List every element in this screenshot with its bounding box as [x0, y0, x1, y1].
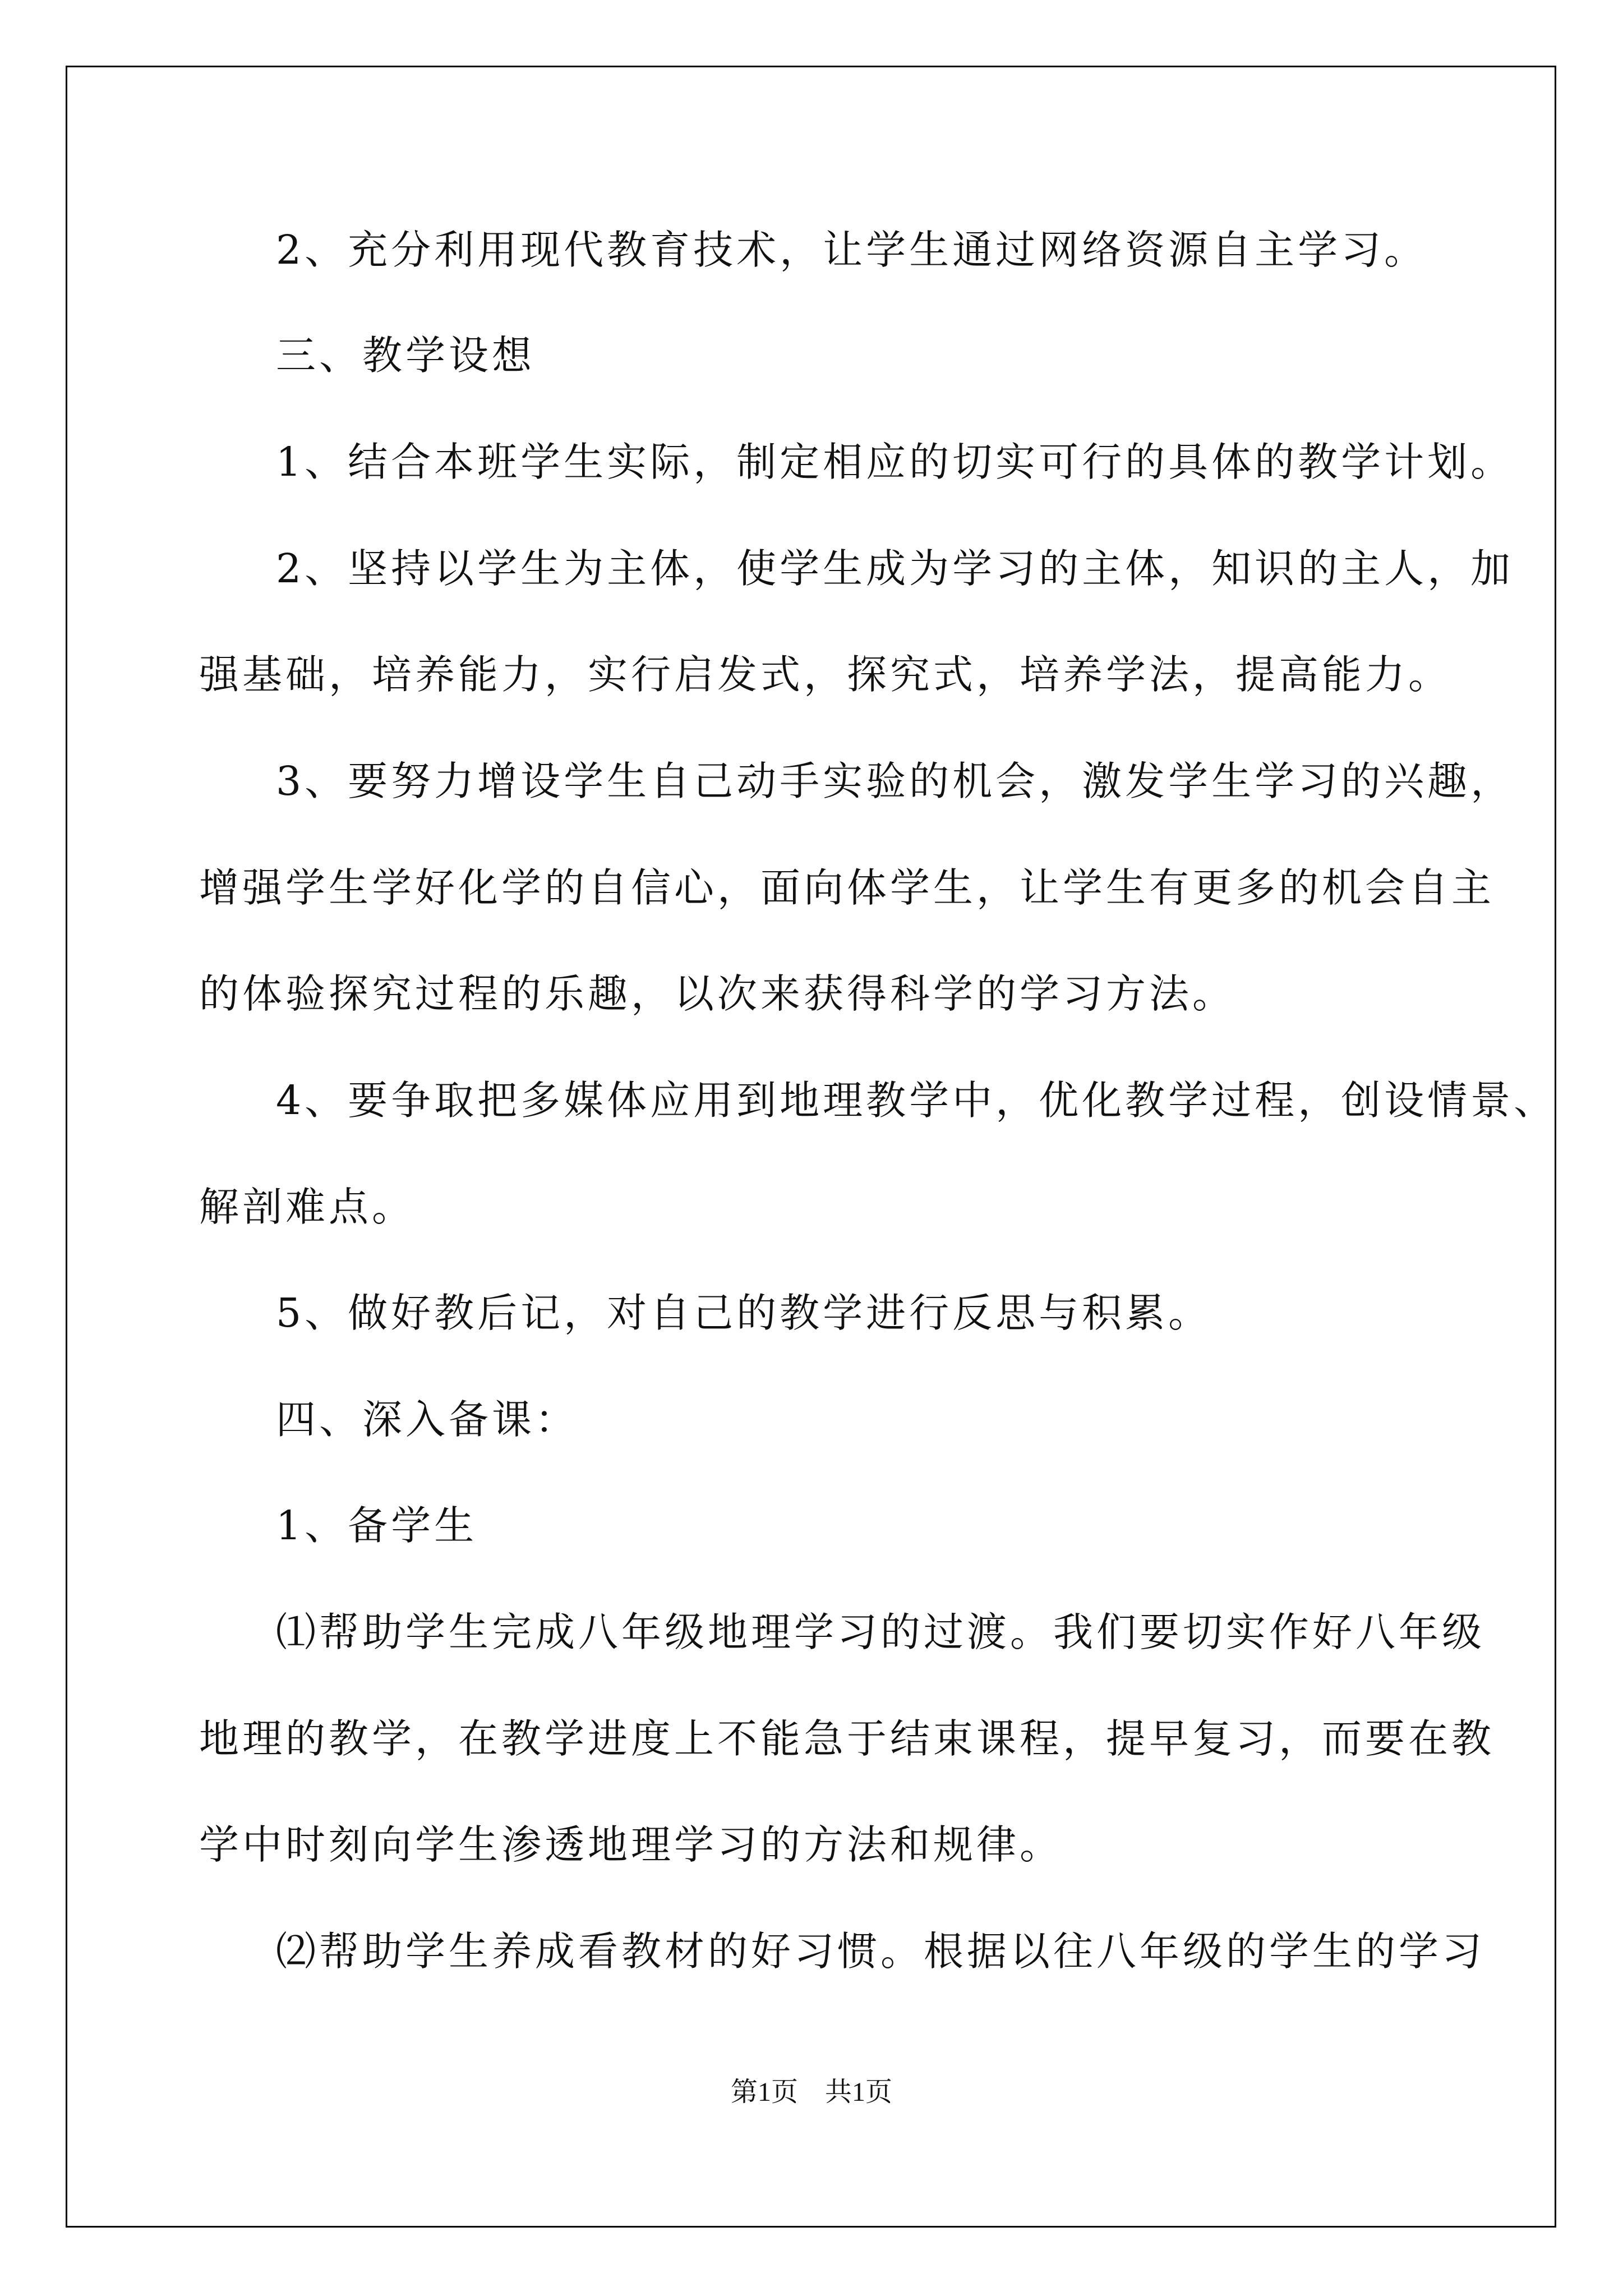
paragraph-line: 的体验探究过程的乐趣，以次来获得科学的学习方法。	[199, 970, 1236, 1017]
paragraph-line: 解剖难点。	[199, 1184, 416, 1230]
paragraph-line: ⑴帮助学生完成八年级地理学习的过渡。我们要切实作好八年级	[276, 1609, 1486, 1655]
paragraph-line: 强基础，培养能力，实行启发式，探究式，培养学法，提高能力。	[199, 651, 1452, 698]
page-border	[66, 66, 1556, 2228]
paragraph-line: 5、做好教后记，对自己的教学进行反思与积累。	[276, 1290, 1212, 1336]
section-heading: 三、教学设想	[276, 332, 536, 379]
paragraph-line: 4、要争取把多媒体应用到地理教学中，优化教学过程，创设情景、	[276, 1077, 1557, 1124]
paragraph-line: 3、要努力增设学生自己动手实验的机会，激发学生学习的兴趣，	[276, 758, 1514, 804]
paragraph-line: 学中时刻向学生渗透地理学习的方法和规律。	[199, 1821, 1063, 1868]
paragraph-line: 增强学生学好化学的自信心，面向体学生，让学生有更多的机会自主	[199, 864, 1495, 911]
paragraph-line: 地理的教学，在教学进度上不能急于结束课程，提早复习，而要在教	[199, 1715, 1495, 1762]
subsection-heading: 1、备学生	[276, 1502, 478, 1549]
paragraph-line: 2、充分利用现代教育技术，让学生通过网络资源自主学习。	[276, 227, 1428, 273]
paragraph-line: ⑵帮助学生养成看教材的好习惯。根据以往八年级的学生的学习	[276, 1928, 1486, 1975]
paragraph-line: 2、坚持以学生为主体，使学生成为学习的主体，知识的主人，加	[276, 545, 1514, 592]
paragraph-line: 1、结合本班学生实际，制定相应的切实可行的具体的教学计划。	[276, 439, 1514, 485]
section-heading: 四、深入备课：	[276, 1396, 579, 1443]
page-number: 第1页 共1页	[730, 2077, 892, 2107]
